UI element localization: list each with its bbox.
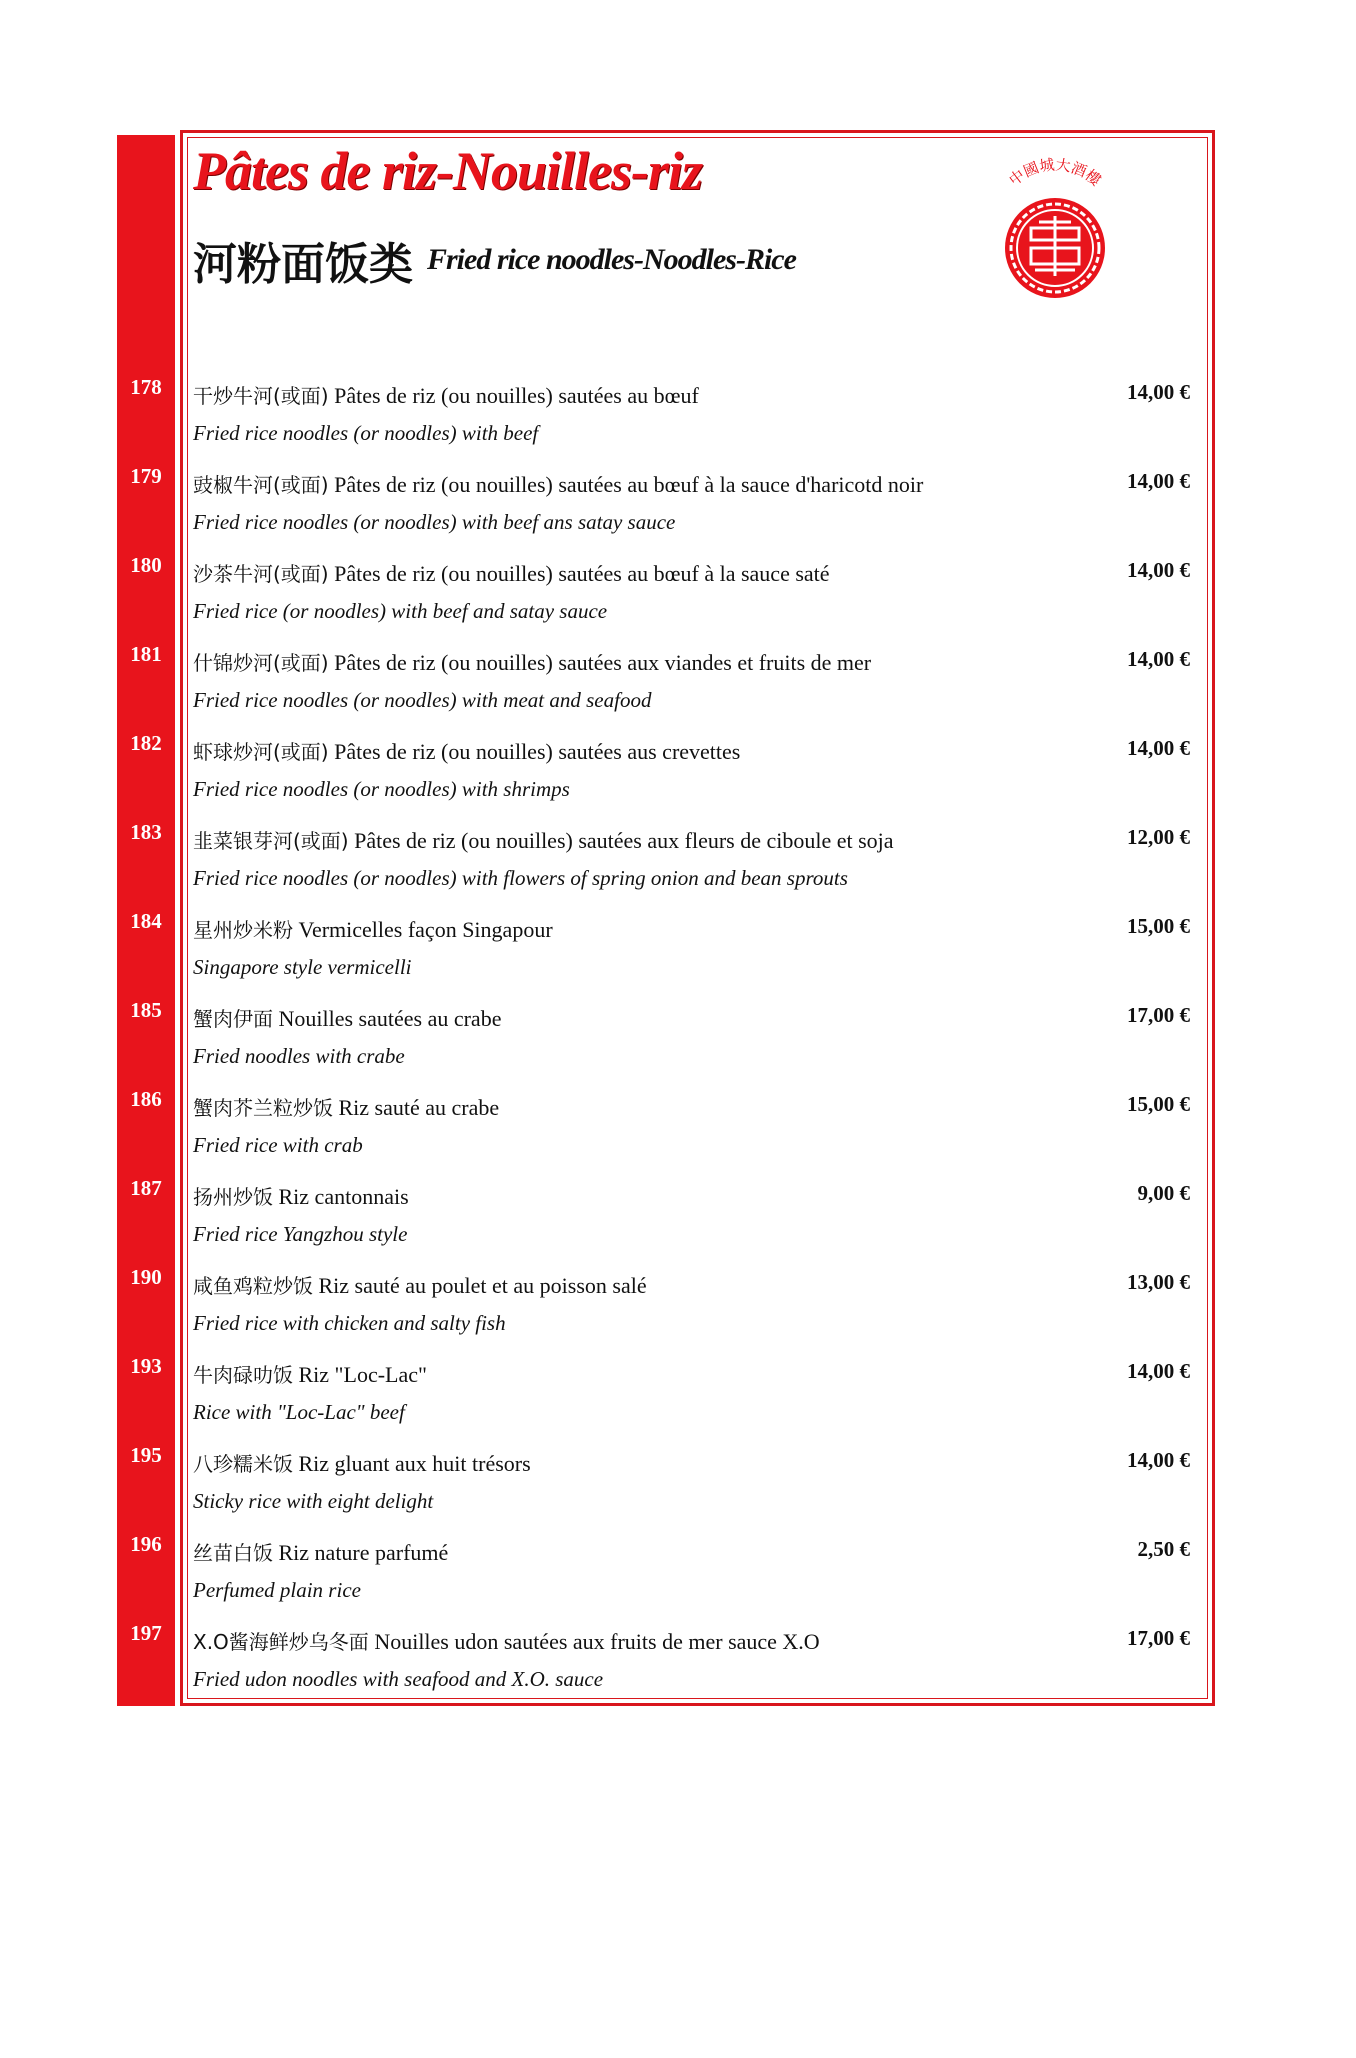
item-number: 186	[130, 1087, 162, 1111]
menu-item	[193, 558, 1198, 638]
item-number: 180	[130, 553, 162, 577]
logo-text: 中國城大酒樓	[1005, 155, 1105, 190]
item-number-column	[117, 135, 175, 1706]
item-french-name: Pâtes de riz (ou nouilles) sautées au bœuf à la sauce d'haricotd noir	[328, 472, 924, 497]
item-french-name: Pâtes de riz (ou nouilles) sautées au bœuf à la sauce saté	[328, 561, 830, 586]
item-chinese-name: 咸鱼鸡粒炒饭	[193, 1274, 313, 1298]
menu-item	[193, 1537, 1198, 1617]
item-price: 14,00 €	[1127, 736, 1190, 760]
item-french-name: Riz gluant aux huit trésors	[293, 1451, 531, 1476]
item-price: 12,00 €	[1127, 825, 1190, 849]
item-number: 183	[130, 820, 162, 844]
menu-item	[193, 825, 1198, 905]
item-number: 179	[130, 464, 162, 488]
item-chinese-name: 八珍糯米饭	[193, 1452, 293, 1476]
item-price: 14,00 €	[1127, 1448, 1190, 1472]
item-chinese-name: 扬州炒饭	[193, 1185, 273, 1209]
item-french-name: Nouilles sautées au crabe	[273, 1006, 502, 1031]
item-french-name: Riz "Loc-Lac"	[293, 1362, 428, 1387]
item-number: 178	[130, 375, 162, 399]
item-number: 196	[130, 1532, 162, 1556]
item-chinese-name: 虾球炒河(或面)	[193, 740, 329, 764]
restaurant-seal-logo-icon	[975, 148, 1135, 308]
item-french-name: Pâtes de riz (ou nouilles) sautées aux viandes et fruits de mer	[328, 650, 872, 675]
item-price: 2,50 €	[1137, 1537, 1190, 1561]
item-number: 185	[130, 998, 162, 1022]
item-french-name: Riz nature parfumé	[273, 1540, 449, 1565]
menu-item	[193, 1003, 1198, 1083]
item-chinese-name: 蟹肉伊面	[193, 1007, 273, 1031]
item-chinese-name: X.O酱海鲜炒乌冬面	[193, 1630, 369, 1654]
item-chinese-name: 星州炒米粉	[193, 918, 293, 942]
section-title-french: Pâtes de riz-Nouilles-riz	[193, 141, 702, 201]
item-chinese-name: 什锦炒河(或面)	[193, 651, 329, 675]
item-english-name: Fried rice with crab	[193, 1133, 363, 1157]
item-chinese-name: 豉椒牛河(或面)	[193, 473, 329, 497]
item-english-name: Fried rice noodles (or noodles) with flowers of spring onion and bean sprouts	[193, 866, 848, 890]
menu-item	[193, 1448, 1198, 1528]
item-english-name: Fried rice noodles (or noodles) with meat and seafood	[193, 688, 652, 712]
item-english-name: Rice with "Loc-Lac" beef	[193, 1400, 405, 1424]
item-french-name: Riz cantonnais	[273, 1184, 409, 1209]
item-number: 184	[130, 909, 162, 933]
item-english-name: Singapore style vermicelli	[193, 955, 412, 979]
item-english-name: Fried rice noodles (or noodles) with beef ans satay sauce	[193, 510, 676, 534]
menu-item	[193, 914, 1198, 994]
item-price: 15,00 €	[1127, 1092, 1190, 1116]
item-chinese-name: 牛肉碌叻饭	[193, 1363, 293, 1387]
item-french-name: Pâtes de riz (ou nouilles) sautées aus crevettes	[328, 739, 741, 764]
item-chinese-name: 韭菜银芽河(或面)	[193, 829, 349, 853]
item-french-name: Nouilles udon sautées aux fruits de mer sauce X.O	[368, 1629, 820, 1654]
section-title-chinese: 河粉面饭类	[193, 239, 413, 290]
item-french-name: Pâtes de riz (ou nouilles) sautées aux fleurs de ciboule et soja	[348, 828, 894, 853]
item-english-name: Fried rice with chicken and salty fish	[193, 1311, 506, 1335]
item-english-name: Fried udon noodles with seafood and X.O. sauce	[193, 1667, 604, 1691]
item-french-name: Pâtes de riz (ou nouilles) sautées au bœuf	[328, 383, 699, 408]
item-number: 182	[130, 731, 162, 755]
item-number: 181	[130, 642, 162, 666]
item-price: 15,00 €	[1127, 914, 1190, 938]
item-number: 195	[130, 1443, 162, 1467]
item-french-name: Vermicelles façon Singapour	[293, 917, 553, 942]
item-english-name: Perfumed plain rice	[193, 1578, 361, 1602]
menu-item	[193, 1359, 1198, 1439]
item-chinese-name: 干炒牛河(或面)	[193, 384, 329, 408]
item-number: 193	[130, 1354, 162, 1378]
item-chinese-name: 蟹肉芥兰粒炒饭	[193, 1096, 333, 1120]
svg-text:中國城大酒樓	[1006, 156, 1106, 190]
menu-item	[193, 1270, 1198, 1350]
section-subtitle	[193, 228, 796, 288]
menu-item	[193, 1181, 1198, 1261]
menu-item	[193, 647, 1198, 727]
menu-item	[193, 736, 1198, 816]
menu-item	[193, 469, 1198, 549]
menu-item	[193, 1626, 1198, 1706]
item-french-name: Riz sauté au crabe	[333, 1095, 500, 1120]
item-english-name: Fried rice (or noodles) with beef and satay sauce	[193, 599, 608, 623]
menu-item	[193, 1092, 1198, 1172]
item-price: 14,00 €	[1127, 380, 1190, 404]
item-english-name: Sticky rice with eight delight	[193, 1489, 434, 1513]
item-price: 13,00 €	[1127, 1270, 1190, 1294]
item-english-name: Fried noodles with crabe	[193, 1044, 405, 1068]
item-number: 197	[130, 1621, 162, 1645]
section-title-english: Fried rice noodles-Noodles-Rice	[427, 243, 796, 276]
item-chinese-name: 丝苗白饭	[193, 1541, 273, 1565]
item-price: 14,00 €	[1127, 1359, 1190, 1383]
item-french-name: Riz sauté au poulet et au poisson salé	[313, 1273, 647, 1298]
item-price: 14,00 €	[1127, 647, 1190, 671]
item-price: 14,00 €	[1127, 469, 1190, 493]
item-english-name: Fried rice Yangzhou style	[193, 1222, 408, 1246]
item-price: 9,00 €	[1137, 1181, 1190, 1205]
item-price: 17,00 €	[1127, 1626, 1190, 1650]
item-price: 17,00 €	[1127, 1003, 1190, 1027]
item-number: 187	[130, 1176, 162, 1200]
item-chinese-name: 沙茶牛河(或面)	[193, 562, 329, 586]
item-price: 14,00 €	[1127, 558, 1190, 582]
item-english-name: Fried rice noodles (or noodles) with shrimps	[193, 777, 570, 801]
item-english-name: Fried rice noodles (or noodles) with beef	[193, 421, 539, 445]
item-number: 190	[130, 1265, 162, 1289]
menu-item	[193, 380, 1198, 460]
